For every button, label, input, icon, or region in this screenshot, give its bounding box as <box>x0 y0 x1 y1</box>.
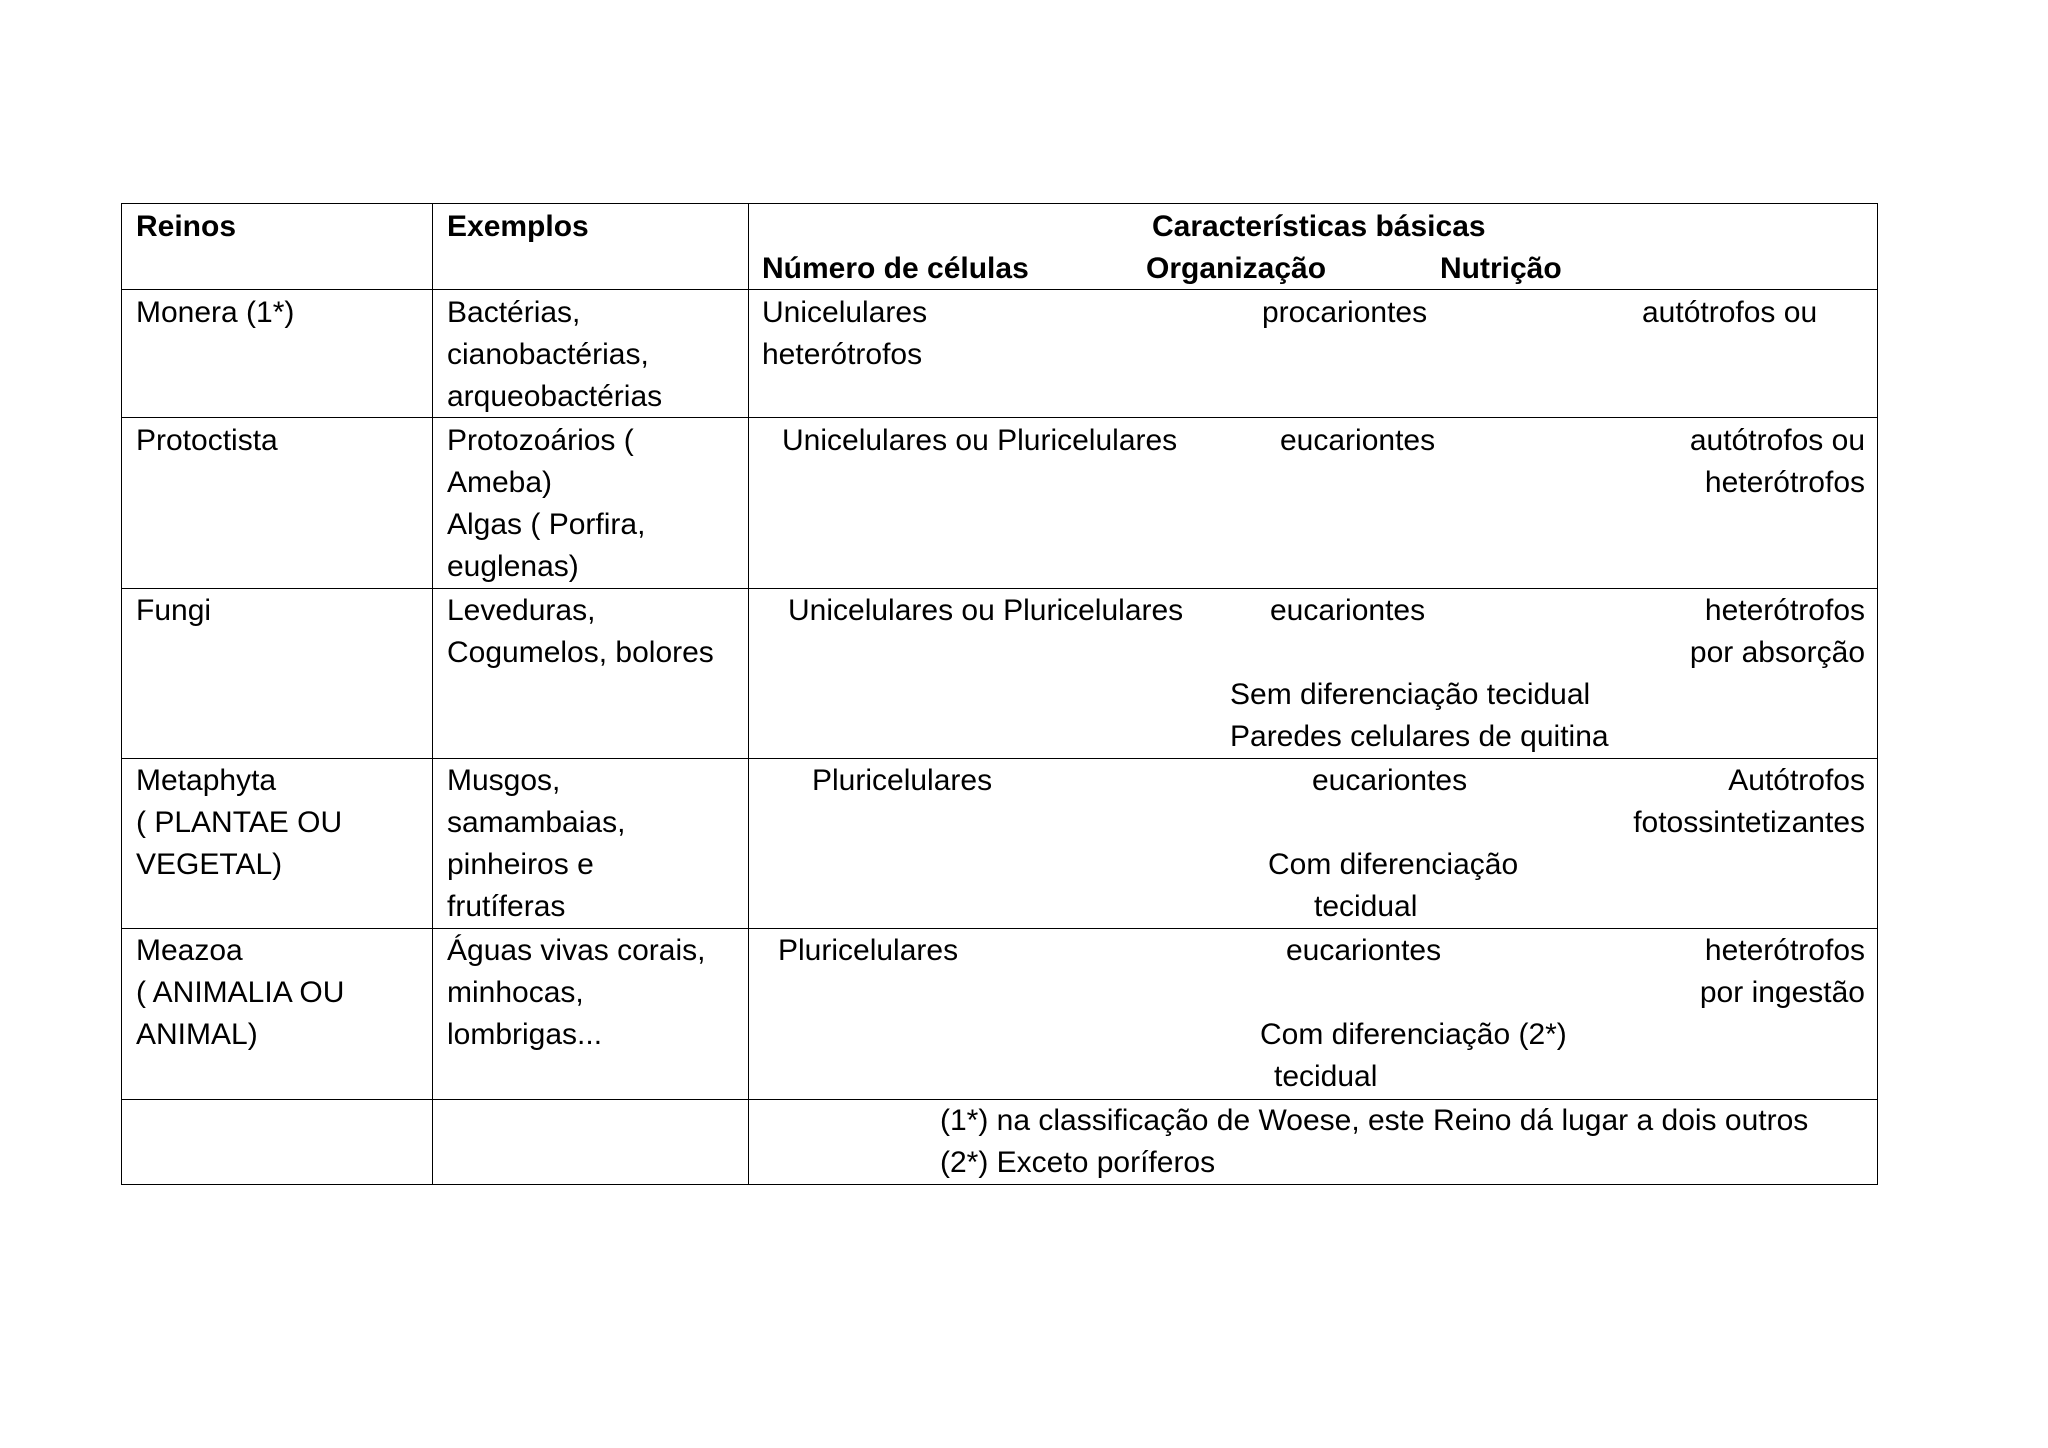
extra-note: Com diferenciação (2*) <box>1260 1018 1567 1051</box>
exemplo-line: minhocas, <box>447 976 584 1009</box>
reino-label: ANIMAL) <box>136 1018 258 1051</box>
row-divider <box>122 417 1877 418</box>
extra-note: Com diferenciação <box>1268 848 1519 881</box>
exemplo-line: Bactérias, <box>447 296 581 329</box>
nutricao-line: autótrofos ou <box>1689 424 1865 457</box>
exemplo-line: lombrigas... <box>447 1018 603 1051</box>
exemplo-line: Leveduras, <box>447 594 596 627</box>
numero-celulas: Unicelulares ou Pluricelulares <box>782 424 1178 457</box>
exemplo-line: Musgos, <box>447 764 561 797</box>
organizacao: procariontes <box>1262 296 1428 329</box>
numero-celulas: Pluricelulares <box>812 764 993 797</box>
numero-celulas: Pluricelulares <box>778 934 959 967</box>
nutricao-line: heterótrofos <box>1704 466 1865 499</box>
exemplo-line: pinheiros e <box>447 848 594 881</box>
exemplo-line: Águas vivas corais, <box>447 934 706 967</box>
header-exemplos: Exemplos <box>447 210 589 243</box>
header-numero-celulas: Número de células <box>762 252 1029 285</box>
organizacao: eucariontes <box>1312 764 1468 797</box>
header-nutricao: Nutrição <box>1440 252 1562 285</box>
footnote: (2*) Exceto poríferos <box>940 1146 1216 1179</box>
exemplo-line: arqueobactérias <box>447 380 663 413</box>
row-divider <box>122 758 1877 759</box>
numero-celulas: Unicelulares <box>762 296 928 329</box>
numero-celulas: Unicelulares ou Pluricelulares <box>788 594 1184 627</box>
organizacao: eucariontes <box>1270 594 1426 627</box>
header-caracteristicas: Características básicas <box>1152 210 1486 243</box>
reino-label: Meazoa <box>136 934 243 967</box>
extra-note: Sem diferenciação tecidual <box>1230 678 1591 711</box>
footnote: (1*) na classificação de Woese, este Reino dá lugar a dois outros <box>940 1104 1809 1137</box>
extra-note: tecidual <box>1314 890 1418 923</box>
column-divider <box>432 204 433 1184</box>
reino-label: Metaphyta <box>136 764 277 797</box>
exemplo-line: Cogumelos, bolores <box>447 636 714 669</box>
nutricao-line: heterótrofos <box>1704 934 1865 967</box>
nutricao-line: fotossintetizantes <box>1633 806 1865 839</box>
exemplo-line: Algas ( Porfira, <box>447 508 646 541</box>
kingdoms-table <box>121 203 1878 1185</box>
reino-label: VEGETAL) <box>136 848 283 881</box>
reino-label: ( ANIMALIA OU <box>136 976 345 1009</box>
header-reinos: Reinos <box>136 210 237 243</box>
nutricao-line: por ingestão <box>1699 976 1865 1009</box>
exemplo-line: samambaias, <box>447 806 626 839</box>
organizacao: eucariontes <box>1280 424 1436 457</box>
reino-label: Protoctista <box>136 424 278 457</box>
column-divider <box>748 204 749 1184</box>
organizacao: eucariontes <box>1286 934 1442 967</box>
extra-note: tecidual <box>1274 1060 1378 1093</box>
reino-label: ( PLANTAE OU <box>136 806 343 839</box>
row-divider <box>122 928 1877 929</box>
reino-label: Fungi <box>136 594 212 627</box>
reino-label: Monera (1*) <box>136 296 295 329</box>
exemplo-line: Protozoários ( <box>447 424 634 457</box>
nutricao-line: heterótrofos <box>1704 594 1865 627</box>
nutricao-line: Autótrofos <box>1728 764 1865 797</box>
exemplo-line: cianobactérias, <box>447 338 649 371</box>
header-organizacao: Organização <box>1146 252 1327 285</box>
nutricao-line: heterótrofos <box>762 338 923 371</box>
row-divider <box>122 588 1877 589</box>
nutricao-line: autótrofos ou <box>1642 296 1818 329</box>
exemplo-line: euglenas) <box>447 550 579 583</box>
exemplo-line: frutíferas <box>447 890 566 923</box>
exemplo-line: Ameba) <box>447 466 553 499</box>
extra-note: Paredes celulares de quitina <box>1230 720 1609 753</box>
nutricao-line: por absorção <box>1689 636 1865 669</box>
